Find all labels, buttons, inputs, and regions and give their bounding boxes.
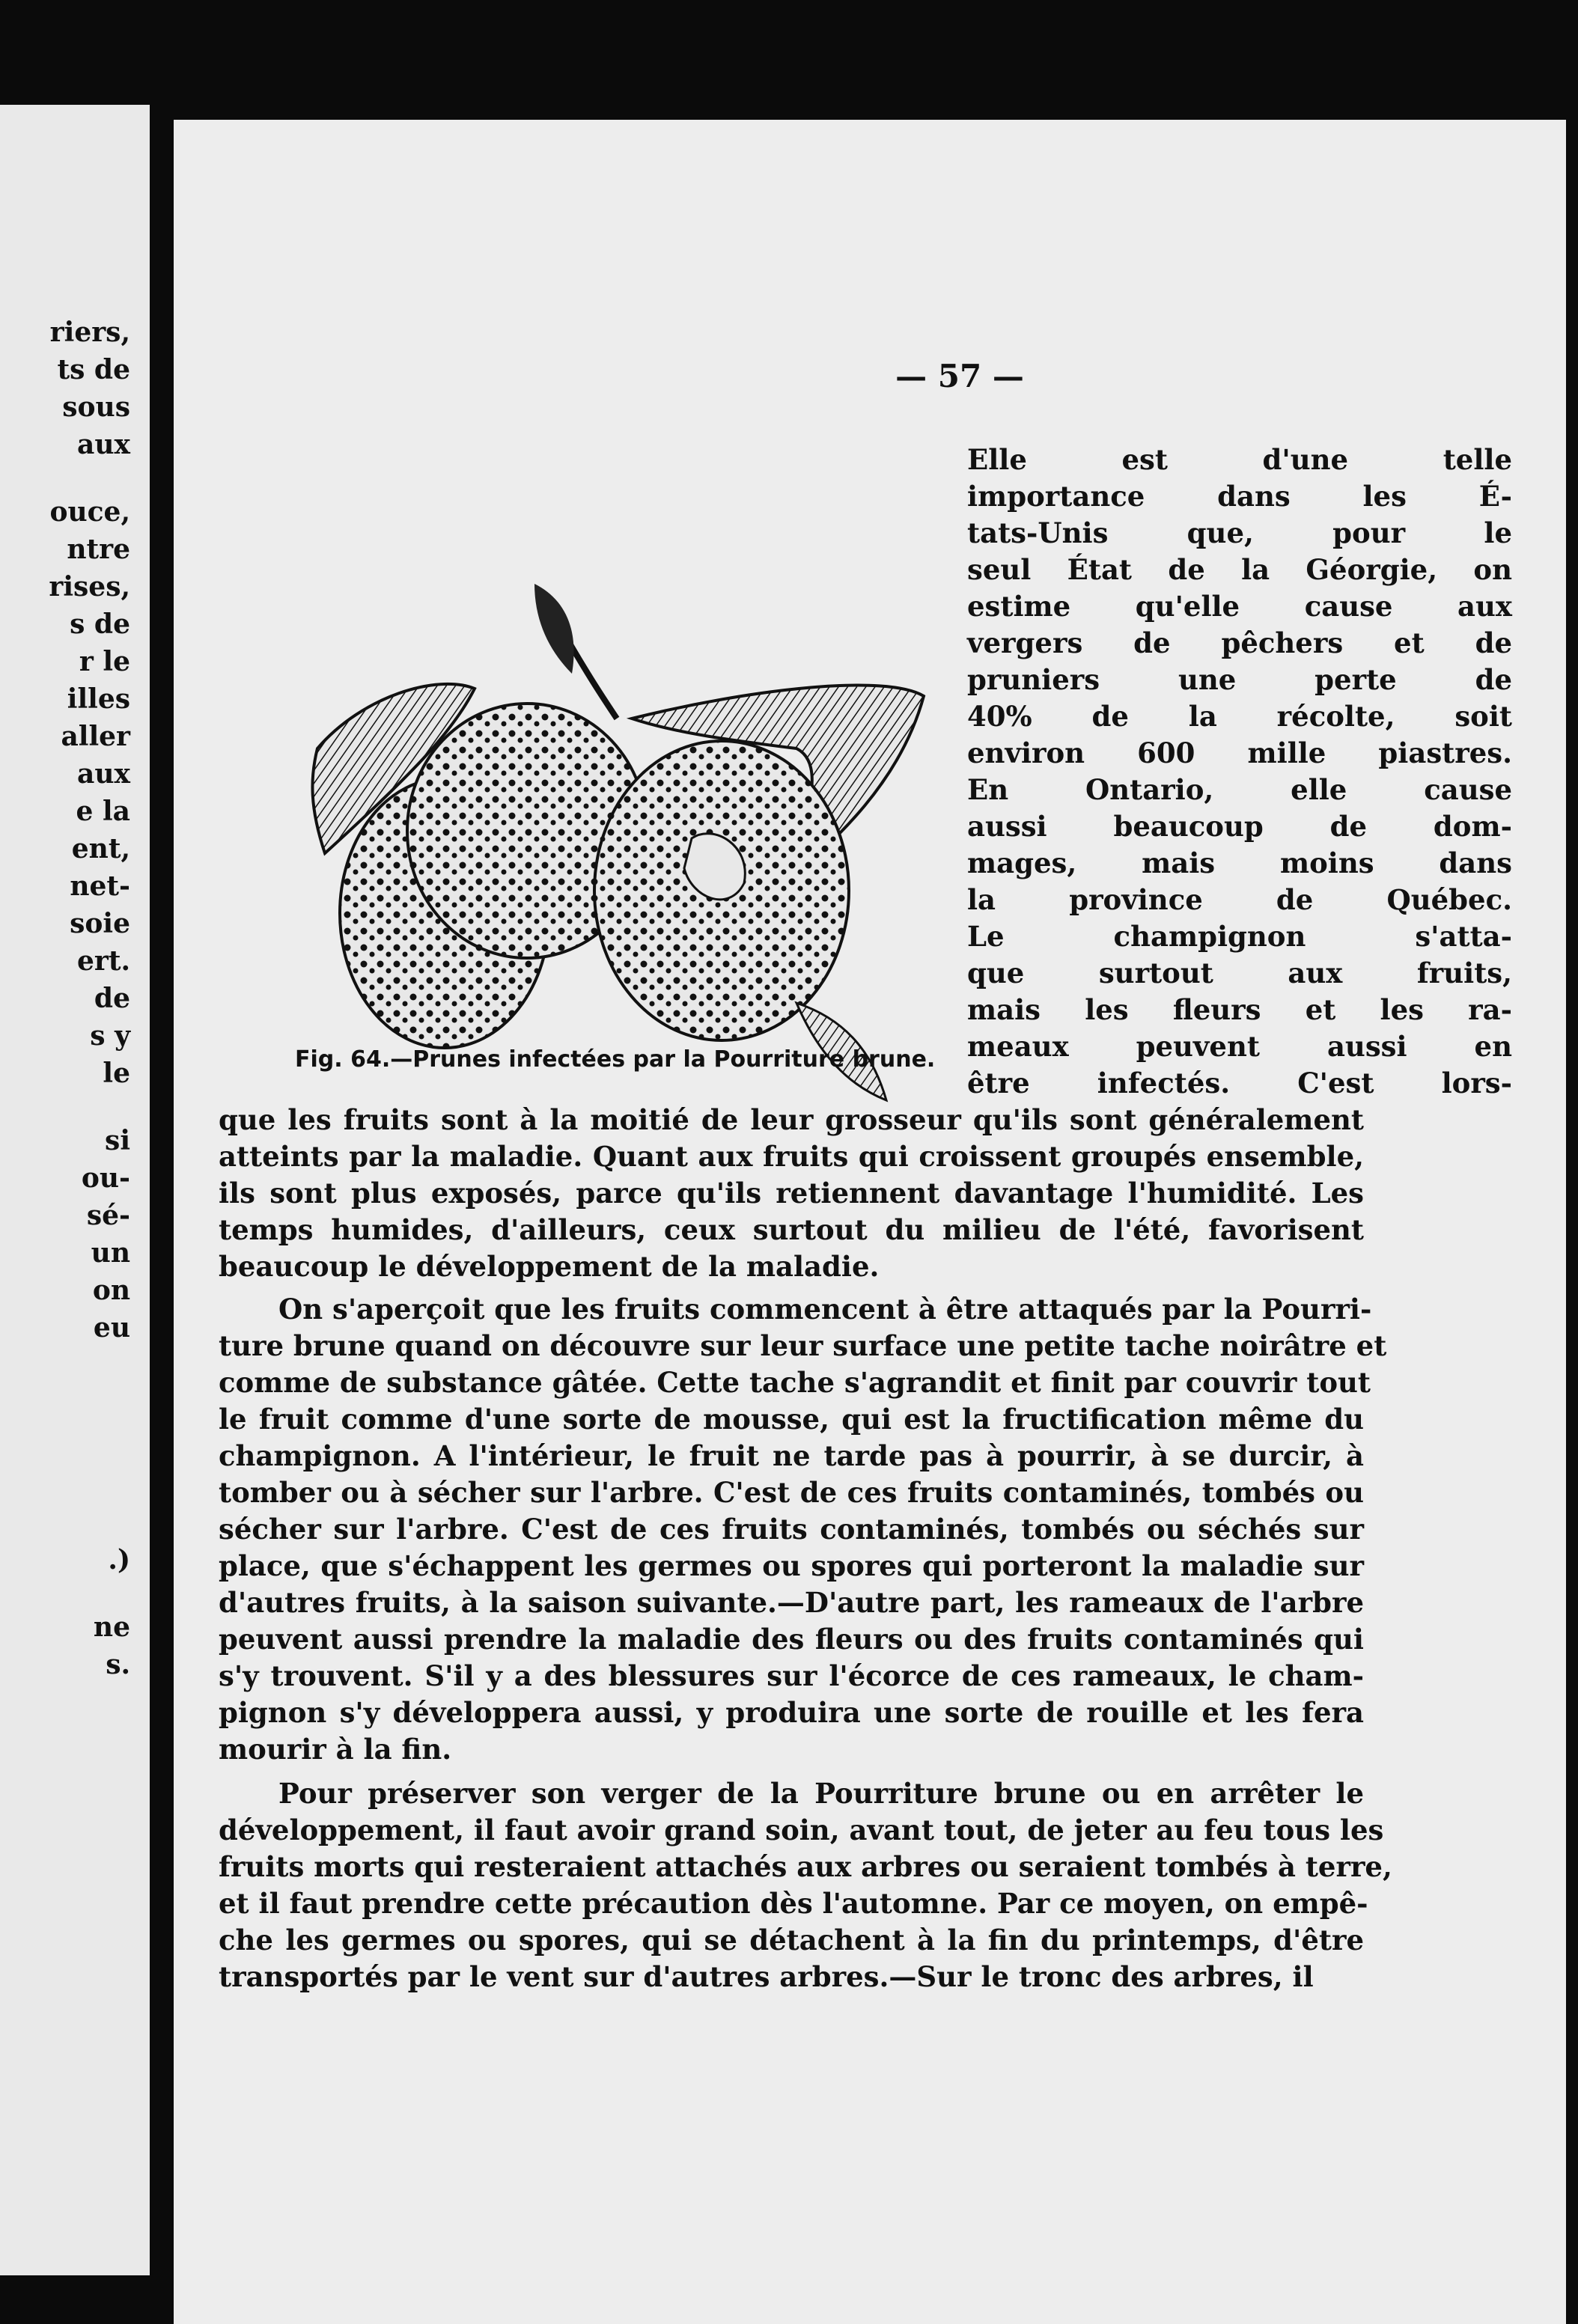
facing-page-fragment: sé-	[86, 1200, 130, 1231]
body-text-line: temps humides, d'ailleurs, ceux surtout du milieu de l'été, favorisent	[219, 1213, 1364, 1246]
facing-page-fragment: net-	[70, 870, 130, 902]
body-text-line: ture brune quand on découvre sur leur surface une petite tache noirâtre et	[219, 1329, 1387, 1362]
page-number: — 57 —	[895, 358, 1024, 394]
body-text-line: atteints par la maladie. Quant aux fruits qui croissent groupés ensemble,	[219, 1140, 1364, 1173]
side-text-line: En Ontario, elle cause	[967, 773, 1512, 806]
facing-page-fragment: s y	[90, 1020, 130, 1052]
facing-page-fragment: ent,	[71, 833, 130, 864]
side-text-line: aussi beaucoup de dom-	[967, 810, 1512, 843]
facing-page-fragment: soie	[70, 908, 130, 939]
facing-page-fragment: illes	[67, 683, 130, 715]
facing-page-fragment: ne	[93, 1611, 130, 1643]
facing-page-fragment: ts de	[57, 354, 130, 385]
side-text-line: seul État de la Géorgie, on	[967, 553, 1512, 586]
body-text-line: s'y trouvent. S'il y a des blessures sur l'écorce de ces rameaux, le cham-	[219, 1659, 1364, 1692]
side-text-line: que surtout aux fruits,	[967, 957, 1512, 989]
facing-page-fragment: eu	[93, 1312, 130, 1344]
side-text-line: pruniers une perte de	[967, 663, 1512, 696]
body-text-line: mourir à la fin.	[219, 1733, 452, 1766]
leaf-top	[534, 584, 574, 674]
body-text-line: comme de substance gâtée. Cette tache s'agrandit et finit par couvrir tout	[219, 1366, 1371, 1399]
facing-page-fragment: ou-	[81, 1162, 130, 1194]
facing-page-fragment: s de	[70, 609, 130, 640]
body-text-line: transportés par le vent sur d'autres arbres.—Sur le tronc des arbres, il	[219, 1960, 1314, 1993]
facing-page-fragment: .)	[108, 1544, 130, 1576]
body-text-line: développement, il faut avoir grand soin, avant tout, de jeter au feu tous les	[219, 1814, 1384, 1846]
side-text-line: Le champignon s'atta-	[967, 920, 1512, 953]
book-page	[174, 120, 1566, 2324]
facing-page-fragment: ert.	[76, 945, 130, 977]
side-text-line: mages, mais moins dans	[967, 847, 1512, 879]
body-text-line: pignon s'y développera aussi, y produira une sorte de rouille et les fera	[219, 1696, 1364, 1729]
side-text-line: importance dans les É-	[967, 480, 1512, 513]
body-text-line: champignon. A l'intérieur, le fruit ne tarde pas à pourrir, à se durcir, à	[219, 1439, 1364, 1472]
body-text-line: tomber ou à sécher sur l'arbre. C'est de ces fruits contaminés, tombés ou	[219, 1476, 1364, 1509]
body-text-line: On s'aperçoit que les fruits commencent à être attaqués par la Pourri-	[278, 1293, 1372, 1326]
body-text-line: beaucoup le développement de la maladie.	[219, 1250, 880, 1283]
facing-page-fragment: on	[92, 1275, 130, 1306]
side-text-line: 40% de la récolte, soit	[967, 700, 1512, 733]
body-text-line: peuvent aussi prendre la maladie des fleurs ou des fruits contaminés qui	[219, 1623, 1364, 1656]
figure-caption: Fig. 64.—Prunes infectées par la Pourriture brune.	[295, 1046, 936, 1073]
body-text-line: Pour préserver son verger de la Pourriture brune ou en arrêter le	[278, 1777, 1364, 1810]
facing-page-fragment: un	[91, 1237, 130, 1269]
facing-page-fragment: de	[94, 983, 130, 1014]
facing-page-fragment: aux	[77, 429, 130, 460]
body-text-line: place, que s'échappent les germes ou spores qui porteront la maladie sur	[219, 1549, 1364, 1582]
body-text-line: ils sont plus exposés, parce qu'ils retiennent davantage l'humidité. Les	[219, 1177, 1364, 1210]
facing-page-fragment: e la	[76, 796, 130, 827]
facing-page-fragment: riers,	[49, 317, 130, 348]
side-text-line: la province de Québec.	[967, 883, 1512, 916]
side-text-line: tats-Unis que, pour le	[967, 516, 1512, 549]
side-text-line: mais les fleurs et les ra-	[967, 993, 1512, 1026]
facing-page-fragment: aux	[77, 758, 130, 790]
side-text-line: vergers de pêchers et de	[967, 626, 1512, 659]
body-text-line: que les fruits sont à la moitié de leur grosseur qu'ils sont généralement	[219, 1103, 1364, 1136]
facing-page-fragment: rises,	[49, 571, 130, 603]
facing-page-fragment: r le	[79, 646, 130, 677]
side-text-line: être infectés. C'est lors-	[967, 1067, 1512, 1100]
body-text-line: che les germes ou spores, qui se détachent à la fin du printemps, d'être	[219, 1924, 1364, 1957]
facing-page-fragment: si	[105, 1125, 130, 1156]
body-text-line: et il faut prendre cette précaution dès l'automne. Par ce moyen, on empê-	[219, 1887, 1368, 1920]
facing-page-strip	[0, 105, 150, 2275]
body-text-line: fruits morts qui resteraient attachés aux arbres ou seraient tombés à terre,	[219, 1850, 1392, 1883]
facing-page-fragment: le	[103, 1058, 130, 1089]
side-text-line: Elle est d'une telle	[967, 443, 1512, 476]
side-text-line: estime qu'elle cause aux	[967, 590, 1512, 623]
facing-page-fragment: s.	[106, 1649, 130, 1680]
body-text-line: le fruit comme d'une sorte de mousse, qui est la fructification même du	[219, 1403, 1364, 1436]
facing-page-fragment: aller	[61, 721, 130, 752]
side-text-line: meaux peuvent aussi en	[967, 1030, 1512, 1063]
facing-page-fragment: ntre	[67, 534, 130, 565]
body-text-line: d'autres fruits, à la saison suivante.—D'autre part, les rameaux de l'arbre	[219, 1586, 1364, 1619]
side-text-line: environ 600 mille piastres.	[967, 736, 1512, 769]
body-text-line: sécher sur l'arbre. C'est de ces fruits contaminés, tombés ou séchés sur	[219, 1513, 1364, 1546]
facing-page-fragment: sous	[62, 391, 130, 423]
facing-page-fragment: ouce,	[49, 496, 130, 528]
